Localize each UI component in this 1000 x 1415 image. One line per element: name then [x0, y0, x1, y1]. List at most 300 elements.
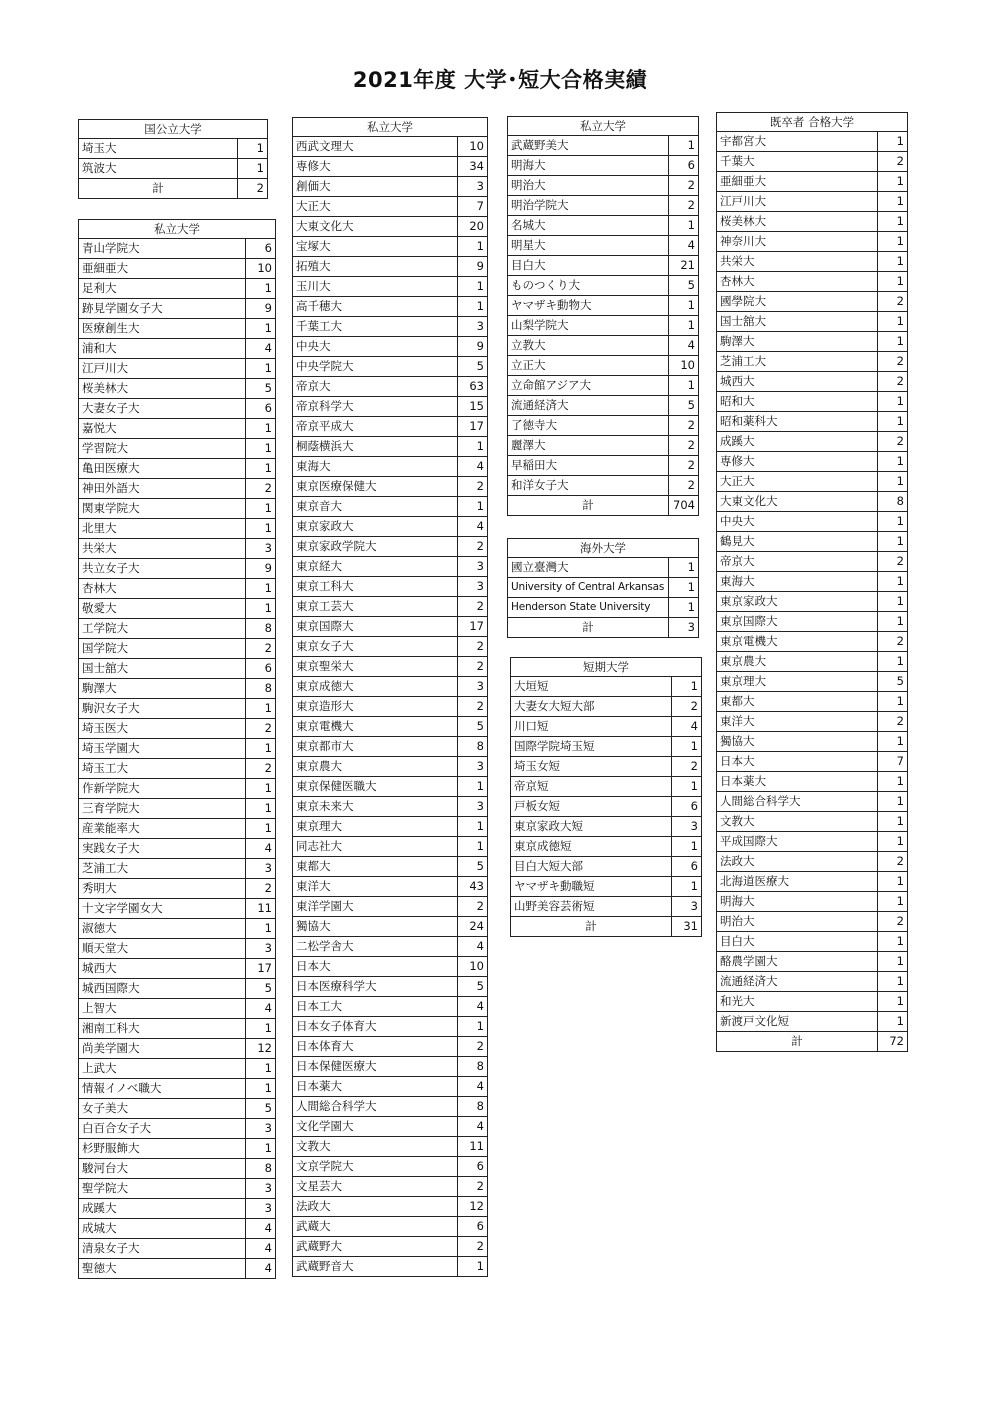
- school-name: 情報イノベ職大: [79, 1079, 246, 1099]
- school-name: 東京未来大: [293, 797, 458, 817]
- school-name: 北海道医療大: [717, 872, 878, 892]
- pass-count: 4: [458, 457, 488, 477]
- table-row: [508, 456, 699, 476]
- school-name: 鶴見大: [717, 532, 878, 552]
- table-row: [79, 159, 268, 179]
- table-header-row: [511, 658, 702, 677]
- table-row: [293, 177, 488, 197]
- school-name: 国際学院埼玉短: [511, 737, 672, 757]
- table-row: [79, 699, 276, 719]
- pass-count: 1: [246, 1079, 276, 1099]
- school-name: 東洋大: [717, 712, 878, 732]
- pass-count: 2: [878, 552, 908, 572]
- table-row: [79, 519, 276, 539]
- table-row: [717, 492, 908, 512]
- pass-count: 1: [458, 277, 488, 297]
- table-row: [79, 459, 276, 479]
- total-count: 704: [669, 496, 699, 516]
- pass-count: 8: [878, 492, 908, 512]
- table-row: [79, 1139, 276, 1159]
- total-label: 計: [508, 618, 669, 638]
- pass-count: 5: [246, 1099, 276, 1119]
- pass-count: 1: [246, 599, 276, 619]
- school-name: 流通経済大: [508, 396, 669, 416]
- school-name: 神田外語大: [79, 479, 246, 499]
- pass-count: 4: [246, 1239, 276, 1259]
- pass-count: 8: [246, 679, 276, 699]
- school-name: Henderson State University: [508, 598, 669, 618]
- pass-count: 2: [672, 757, 702, 777]
- school-name: 東京成徳大: [293, 677, 458, 697]
- pass-count: 12: [458, 1197, 488, 1217]
- table-row: [717, 752, 908, 772]
- table-row: [508, 376, 699, 396]
- school-name: 明治大: [508, 176, 669, 196]
- table-row: [511, 897, 702, 917]
- school-name: 杉野服飾大: [79, 1139, 246, 1159]
- pass-count: 1: [878, 312, 908, 332]
- table-row: [293, 817, 488, 837]
- table-row: [508, 276, 699, 296]
- table-row: [717, 852, 908, 872]
- pass-count: 3: [458, 577, 488, 597]
- pass-count: 1: [246, 919, 276, 939]
- school-name: 武蔵野美大: [508, 136, 669, 156]
- pass-count: 4: [246, 339, 276, 359]
- school-name: 東京農大: [717, 652, 878, 672]
- pass-count: 4: [458, 1077, 488, 1097]
- pass-count: 3: [246, 1199, 276, 1219]
- school-name: 中央学院大: [293, 357, 458, 377]
- school-name: 東京家政大: [293, 517, 458, 537]
- table-row: [717, 472, 908, 492]
- table-row: [717, 372, 908, 392]
- table-row: [79, 899, 276, 919]
- table-row: [293, 557, 488, 577]
- school-name: 城西大: [717, 372, 878, 392]
- school-name: 東京電機大: [717, 632, 878, 652]
- table-row: [293, 377, 488, 397]
- table-row: [511, 737, 702, 757]
- table-row: [293, 1117, 488, 1137]
- table-row: [79, 1099, 276, 1119]
- table-row: [717, 192, 908, 212]
- school-name: University of Central Arkansas: [508, 578, 669, 598]
- school-name: 青山学院大: [79, 239, 246, 259]
- school-name: 芝浦工大: [79, 859, 246, 879]
- school-name: 江戸川大: [717, 192, 878, 212]
- school-name: 大妻女大短大部: [511, 697, 672, 717]
- pass-count: 6: [669, 156, 699, 176]
- pass-count: 1: [878, 612, 908, 632]
- school-name: 拓殖大: [293, 257, 458, 277]
- table-row: [511, 697, 702, 717]
- school-name: 昭和大: [717, 392, 878, 412]
- pass-count: 4: [458, 517, 488, 537]
- pass-count: 2: [672, 697, 702, 717]
- table-row: [717, 352, 908, 372]
- pass-count: 6: [458, 1217, 488, 1237]
- pass-count: 9: [458, 337, 488, 357]
- school-name: 二松学舎大: [293, 937, 458, 957]
- pass-count: 3: [458, 797, 488, 817]
- school-name: 日本薬大: [717, 772, 878, 792]
- school-name: 上智大: [79, 999, 246, 1019]
- table-row: [79, 419, 276, 439]
- school-name: 東京理大: [293, 817, 458, 837]
- pass-count: 1: [878, 1012, 908, 1032]
- total-count: 3: [669, 618, 699, 638]
- table-row: [293, 217, 488, 237]
- pass-count: 1: [458, 237, 488, 257]
- pass-count: 6: [672, 857, 702, 877]
- table-row: [79, 759, 276, 779]
- pass-count: 4: [458, 937, 488, 957]
- pass-count: 1: [246, 419, 276, 439]
- school-name: 國立臺灣大: [508, 558, 669, 578]
- table-row: [293, 717, 488, 737]
- total-row: [508, 496, 699, 516]
- school-name: 作新学院大: [79, 779, 246, 799]
- school-name: 川口短: [511, 717, 672, 737]
- school-name: 東都大: [293, 857, 458, 877]
- school-name: 専修大: [717, 452, 878, 472]
- school-name: 目白大: [717, 932, 878, 952]
- table-row: [79, 959, 276, 979]
- table-row: [293, 1257, 488, 1277]
- table-row: [79, 379, 276, 399]
- school-name: 宝塚大: [293, 237, 458, 257]
- pass-count: 10: [458, 957, 488, 977]
- pass-count: 5: [878, 672, 908, 692]
- school-name: 工学院大: [79, 619, 246, 639]
- school-name: 創価大: [293, 177, 458, 197]
- table-row: [293, 1017, 488, 1037]
- table-row: [79, 359, 276, 379]
- pass-count: 24: [458, 917, 488, 937]
- table-row: [293, 937, 488, 957]
- school-name: 共栄大: [717, 252, 878, 272]
- school-name: 清泉女子大: [79, 1239, 246, 1259]
- table-row: [717, 212, 908, 232]
- pass-count: 2: [878, 352, 908, 372]
- table-row: [293, 197, 488, 217]
- pass-count: 1: [669, 558, 699, 578]
- pass-count: 1: [878, 972, 908, 992]
- pass-count: 4: [246, 999, 276, 1019]
- table-row: [293, 1177, 488, 1197]
- pass-count: 15: [458, 397, 488, 417]
- table-row: [717, 1012, 908, 1032]
- table-row: [79, 1179, 276, 1199]
- pass-count: 1: [878, 472, 908, 492]
- school-name: 和光大: [717, 992, 878, 1012]
- school-name: 成城大: [79, 1219, 246, 1239]
- school-name: 東京工芸大: [293, 597, 458, 617]
- table-row: [717, 292, 908, 312]
- table-row: [293, 417, 488, 437]
- pass-count: 11: [246, 899, 276, 919]
- pass-count: 4: [458, 997, 488, 1017]
- pass-count: 8: [458, 1097, 488, 1117]
- pass-count: 1: [878, 812, 908, 832]
- pass-count: 3: [458, 317, 488, 337]
- table-row: [511, 777, 702, 797]
- pass-count: 2: [878, 632, 908, 652]
- school-name: 文教大: [293, 1137, 458, 1157]
- table-row: [293, 957, 488, 977]
- table-row: [79, 479, 276, 499]
- school-name: 昭和薬科大: [717, 412, 878, 432]
- section-header: 短期大学: [511, 658, 702, 677]
- table-row: [293, 237, 488, 257]
- school-name: 跡見学園女子大: [79, 299, 246, 319]
- pass-count: 10: [458, 137, 488, 157]
- pass-count: 7: [878, 752, 908, 772]
- school-name: 大垣短: [511, 677, 672, 697]
- pass-count: 2: [878, 432, 908, 452]
- pass-count: 1: [669, 578, 699, 598]
- table-row: [717, 672, 908, 692]
- school-name: 学習院大: [79, 439, 246, 459]
- table-row: [293, 797, 488, 817]
- school-name: 医療創生大: [79, 319, 246, 339]
- school-name: 大正大: [293, 197, 458, 217]
- school-name: 法政大: [293, 1197, 458, 1217]
- table-row: [79, 499, 276, 519]
- pass-count: 1: [458, 837, 488, 857]
- pass-count: 1: [672, 677, 702, 697]
- school-name: 国学院大: [79, 639, 246, 659]
- pass-count: 8: [246, 1159, 276, 1179]
- table-row: [511, 817, 702, 837]
- table-row: [717, 712, 908, 732]
- school-name: 名城大: [508, 216, 669, 236]
- table-row: [293, 457, 488, 477]
- school-name: 亜細亜大: [79, 259, 246, 279]
- section-header: 私立大学: [293, 118, 488, 137]
- school-name: 帝京科学大: [293, 397, 458, 417]
- pass-count: 3: [246, 539, 276, 559]
- table-row: [293, 157, 488, 177]
- school-name: 亜細亜大: [717, 172, 878, 192]
- pass-count: 2: [458, 1177, 488, 1197]
- table-row: [508, 216, 699, 236]
- school-name: 白百合女子大: [79, 1119, 246, 1139]
- school-name: 明治学院大: [508, 196, 669, 216]
- table-row: [508, 476, 699, 496]
- table-row: [717, 932, 908, 952]
- pass-count: 1: [878, 392, 908, 412]
- page-title: 2021年度 大学･短大合格実績: [352, 68, 648, 92]
- pass-count: 1: [669, 598, 699, 618]
- school-name: 三育学院大: [79, 799, 246, 819]
- table-row: [717, 592, 908, 612]
- table-row: [511, 717, 702, 737]
- table-row: [717, 512, 908, 532]
- pass-count: 3: [458, 757, 488, 777]
- pass-count: 1: [238, 139, 268, 159]
- pass-count: 1: [458, 497, 488, 517]
- table-row: [508, 558, 699, 578]
- table-row: [508, 176, 699, 196]
- table-row: [293, 777, 488, 797]
- school-name: 駒澤大: [79, 679, 246, 699]
- table-row: [717, 412, 908, 432]
- table-row: [293, 1057, 488, 1077]
- table-row: [293, 677, 488, 697]
- school-name: 筑波大: [79, 159, 238, 179]
- pass-count: 1: [878, 732, 908, 752]
- table-row: [79, 939, 276, 959]
- school-name: 足利大: [79, 279, 246, 299]
- school-name: 明治大: [717, 912, 878, 932]
- table-row: [511, 837, 702, 857]
- junior-college-table: [510, 657, 702, 937]
- pass-count: 1: [669, 376, 699, 396]
- school-name: 千葉工大: [293, 317, 458, 337]
- table-row: [79, 339, 276, 359]
- school-name: 東海大: [717, 572, 878, 592]
- pass-count: 3: [672, 897, 702, 917]
- pass-count: 2: [246, 879, 276, 899]
- school-name: 獨協大: [293, 917, 458, 937]
- school-name: 埼玉女短: [511, 757, 672, 777]
- table-row: [293, 1077, 488, 1097]
- pass-count: 1: [246, 699, 276, 719]
- pass-count: 2: [878, 852, 908, 872]
- pass-count: 1: [246, 319, 276, 339]
- pass-count: 2: [458, 1037, 488, 1057]
- table-row: [717, 872, 908, 892]
- school-name: 流通経済大: [717, 972, 878, 992]
- table-row: [717, 732, 908, 752]
- school-name: 文星芸大: [293, 1177, 458, 1197]
- school-name: 明星大: [508, 236, 669, 256]
- school-name: 國學院大: [717, 292, 878, 312]
- school-name: 埼玉大: [79, 139, 238, 159]
- pass-count: 4: [669, 236, 699, 256]
- table-row: [293, 597, 488, 617]
- pass-count: 1: [878, 772, 908, 792]
- table-row: [293, 317, 488, 337]
- table-row: [293, 657, 488, 677]
- total-count: 2: [238, 179, 268, 199]
- table-row: [79, 999, 276, 1019]
- school-name: 北里大: [79, 519, 246, 539]
- school-name: 目白大短大部: [511, 857, 672, 877]
- pass-count: 3: [246, 939, 276, 959]
- pass-count: 1: [878, 832, 908, 852]
- school-name: 東京理大: [717, 672, 878, 692]
- pass-count: 2: [246, 759, 276, 779]
- pass-count: 1: [669, 136, 699, 156]
- school-name: 大東文化大: [717, 492, 878, 512]
- private-university-table-1: [78, 219, 276, 1279]
- school-name: 帝京大: [293, 377, 458, 397]
- pass-count: 34: [458, 157, 488, 177]
- table-row: [79, 879, 276, 899]
- table-row: [717, 312, 908, 332]
- school-name: 城西大: [79, 959, 246, 979]
- table-row: [79, 719, 276, 739]
- school-name: 杏林大: [717, 272, 878, 292]
- pass-count: 1: [669, 216, 699, 236]
- school-name: 帝京大: [717, 552, 878, 572]
- school-name: 埼玉医大: [79, 719, 246, 739]
- school-name: 新渡戸文化短: [717, 1012, 878, 1032]
- pass-count: 9: [246, 559, 276, 579]
- graduates-university-table: [716, 112, 908, 1052]
- table-row: [79, 539, 276, 559]
- table-header-row: [717, 113, 908, 132]
- pass-count: 1: [878, 652, 908, 672]
- table-row: [79, 1199, 276, 1219]
- school-name: 実践女子大: [79, 839, 246, 859]
- section-header: 既卒者 合格大学: [717, 113, 908, 132]
- pass-count: 12: [246, 1039, 276, 1059]
- pass-count: 1: [878, 532, 908, 552]
- school-name: 千葉大: [717, 152, 878, 172]
- table-row: [293, 1237, 488, 1257]
- table-row: [79, 1039, 276, 1059]
- table-row: [79, 839, 276, 859]
- total-row: [508, 618, 699, 638]
- pass-count: 43: [458, 877, 488, 897]
- school-name: 国士舘大: [717, 312, 878, 332]
- school-name: ヤマザキ動物大: [508, 296, 669, 316]
- pass-count: 1: [878, 132, 908, 152]
- pass-count: 1: [669, 296, 699, 316]
- school-name: 国士舘大: [79, 659, 246, 679]
- table-row: [293, 877, 488, 897]
- pass-count: 2: [458, 637, 488, 657]
- table-row: [293, 517, 488, 537]
- school-name: 東洋学園大: [293, 897, 458, 917]
- school-name: 高千穂大: [293, 297, 458, 317]
- school-name: 秀明大: [79, 879, 246, 899]
- school-name: 城西国際大: [79, 979, 246, 999]
- pass-count: 2: [669, 196, 699, 216]
- school-name: 埼玉学園大: [79, 739, 246, 759]
- school-name: 東海大: [293, 457, 458, 477]
- pass-count: 2: [458, 1237, 488, 1257]
- pass-count: 5: [458, 357, 488, 377]
- section-header: 私立大学: [79, 220, 276, 239]
- pass-count: 2: [878, 152, 908, 172]
- pass-count: 2: [878, 912, 908, 932]
- table-row: [508, 598, 699, 618]
- school-name: 東京女子大: [293, 637, 458, 657]
- pass-count: 1: [246, 1059, 276, 1079]
- school-name: 中央大: [293, 337, 458, 357]
- pass-count: 2: [878, 372, 908, 392]
- section-header: 海外大学: [508, 539, 699, 558]
- table-row: [508, 136, 699, 156]
- school-name: 駿河台大: [79, 1159, 246, 1179]
- table-row: [511, 757, 702, 777]
- school-name: 玉川大: [293, 277, 458, 297]
- pass-count: 8: [458, 737, 488, 757]
- pass-count: 3: [246, 1119, 276, 1139]
- school-name: 上武大: [79, 1059, 246, 1079]
- school-name: 目白大: [508, 256, 669, 276]
- school-name: 山梨学院大: [508, 316, 669, 336]
- total-row: [79, 179, 268, 199]
- table-row: [79, 1259, 276, 1279]
- table-row: [717, 912, 908, 932]
- pass-count: 1: [246, 1019, 276, 1039]
